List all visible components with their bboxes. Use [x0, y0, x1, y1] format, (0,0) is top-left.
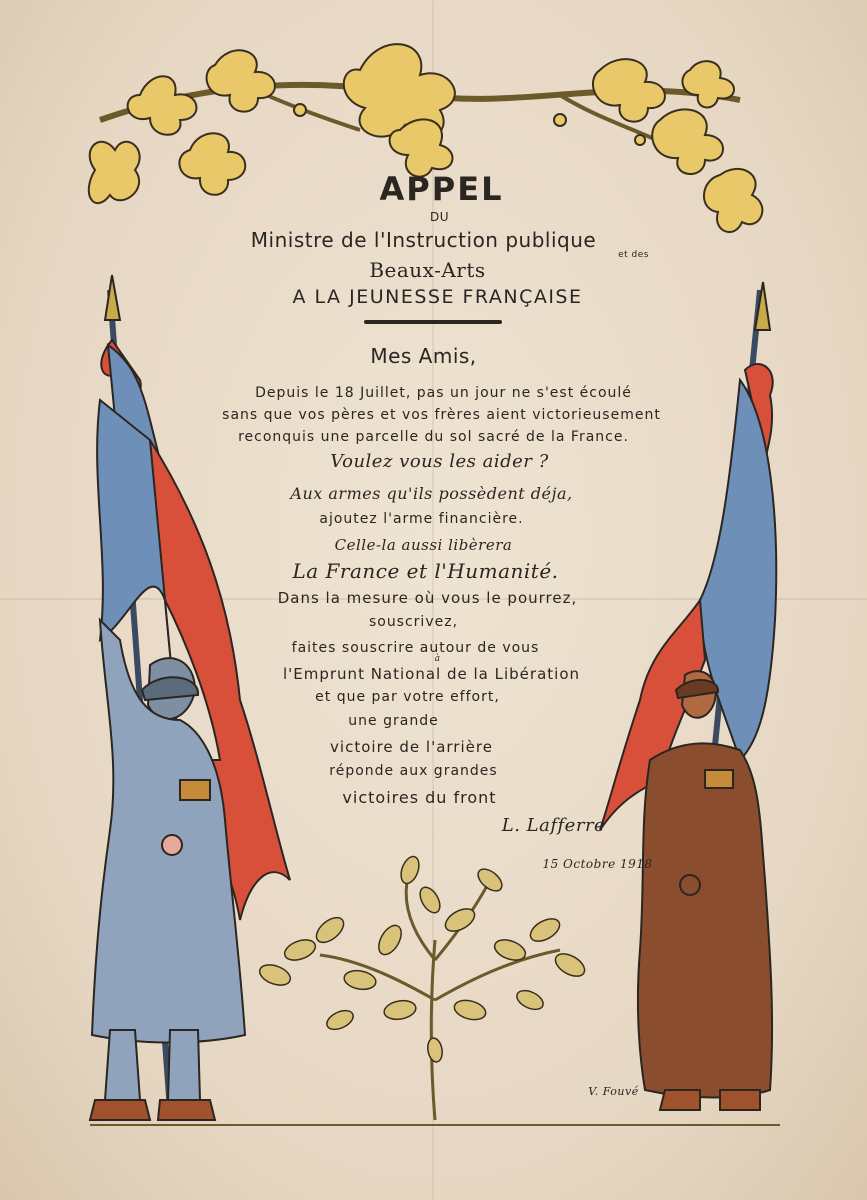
body-line: faites souscrire autour de vous: [291, 640, 540, 656]
et-des-line: et des: [618, 250, 649, 260]
body-line: et que par votre effort,: [315, 689, 500, 705]
minister-line: Ministre de l'Instruction publique: [250, 228, 597, 252]
poster-title: APPEL: [379, 170, 504, 208]
divider-rule: [364, 320, 502, 324]
body-line: une grande: [348, 713, 439, 729]
body-line: Celle-la aussi libèrera: [334, 536, 513, 554]
body-line: sans que vos pères et vos frères aient victorieusement: [222, 407, 661, 423]
body-line: ajoutez l'arme financière.: [319, 511, 524, 527]
body-line: l'Emprunt National de la Libération: [282, 665, 581, 683]
body-line: Depuis le 18 Juillet, pas un jour ne s'est écoulé: [255, 385, 632, 401]
date: 15 Octobre 1918: [542, 857, 653, 871]
artist-signature: V. Fouvé: [588, 1085, 639, 1098]
body-line: victoires du front: [342, 788, 497, 807]
salutation: Mes Amis,: [370, 344, 477, 368]
audience-line: A LA JEUNESSE FRANÇAISE: [292, 286, 583, 308]
body-line: souscrivez,: [368, 614, 459, 630]
body-line: à: [434, 654, 441, 664]
body-line: reconquis une parcelle du sol sacré de la France.: [238, 429, 629, 445]
body-line: victoire de l'arrière: [330, 738, 493, 756]
body-line: Aux armes qu'ils possèdent déja,: [290, 484, 573, 503]
body-line: Dans la mesure où vous le pourrez,: [277, 589, 578, 607]
body-line: Voulez vous les aider ?: [330, 451, 549, 472]
title-du: DU: [429, 210, 450, 224]
body-line: réponde aux grandes: [329, 763, 498, 779]
body-line: La France et l'Humanité.: [292, 559, 559, 583]
signature: L. Lafferre: [501, 815, 606, 836]
beaux-arts-line: Beaux-Arts: [369, 258, 486, 282]
